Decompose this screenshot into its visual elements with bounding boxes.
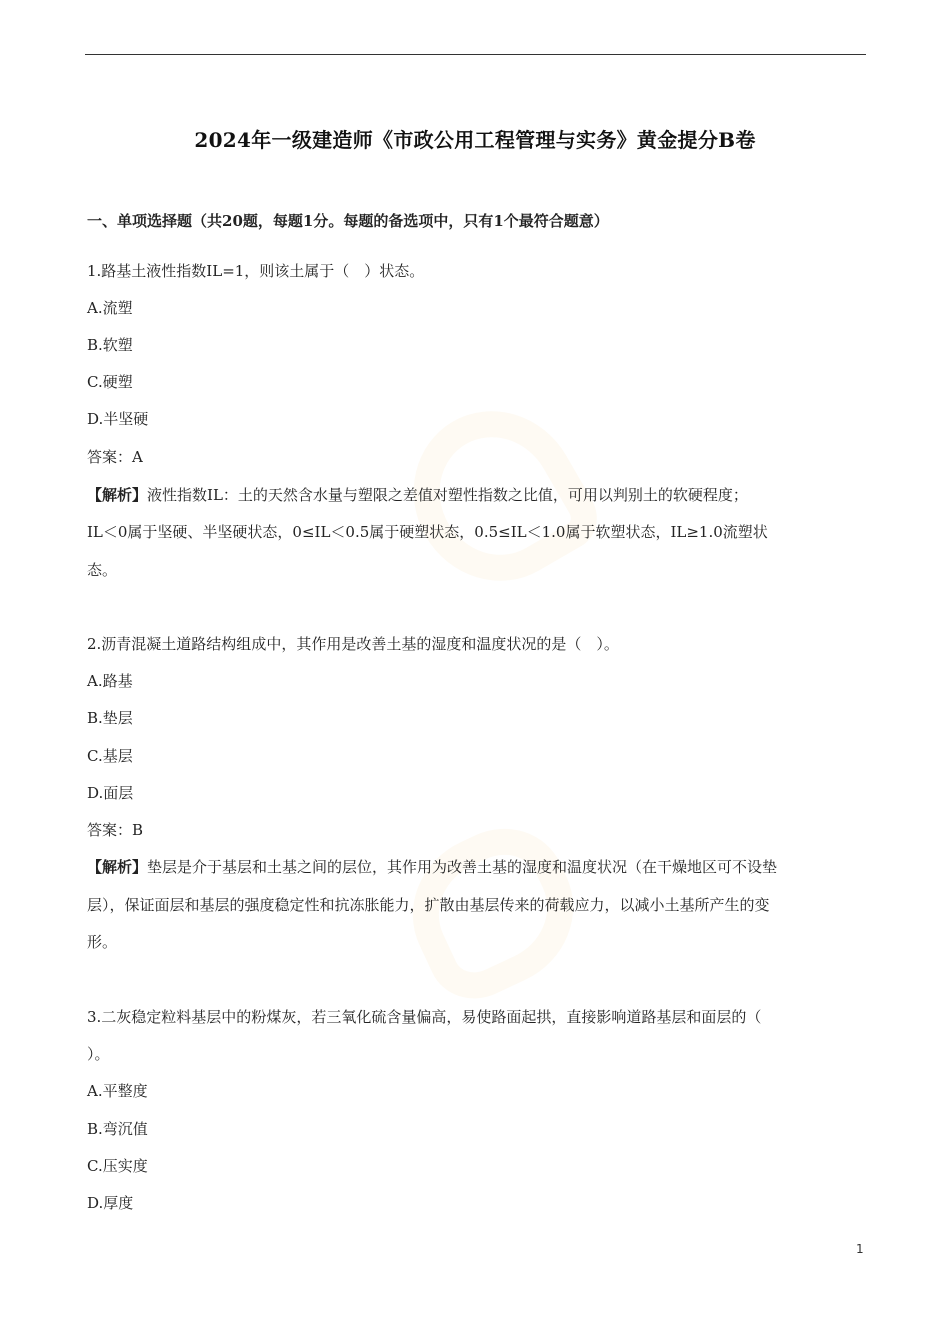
- analysis-text: IL＜0属于坚硬、半坚硬状态，0≤IL＜0.5属于硬塑状态，0.5≤IL＜1.0属于软塑状态，IL≥1.0流塑状: [87, 523, 768, 541]
- option-b: B.弯沉值: [87, 1120, 148, 1138]
- document-title: 2024年一级建造师《市政公用工程管理与实务》黄金提分B卷: [194, 128, 756, 152]
- analysis-label: 【解析】: [87, 486, 148, 504]
- question-stem: 2.沥青混凝土道路结构组成中，其作用是改善土基的湿度和温度状况的是（ ）。: [87, 635, 619, 653]
- question-stem: 3.二灰稳定粒料基层中的粉煤灰，若三氧化硫含量偏高，易使路面起拱，直接影响道路基层和面层的（: [87, 1008, 762, 1026]
- answer: 答案：A: [87, 448, 143, 466]
- option-a: A.路基: [87, 672, 133, 690]
- question-stem: ）。: [87, 1045, 110, 1063]
- option-b: B.垫层: [87, 709, 133, 727]
- option-a: A.流塑: [87, 299, 133, 317]
- option-a: A.平整度: [87, 1082, 148, 1100]
- analysis-label: 【解析】: [87, 858, 148, 876]
- analysis-text: 层），保证面层和基层的强度稳定性和抗冻胀能力，扩散由基层传来的荷载应力，以减小土基所产生的变: [87, 896, 770, 914]
- option-d: D.厚度: [87, 1194, 134, 1212]
- page-number: 1: [856, 1242, 864, 1256]
- option-d: D.面层: [87, 784, 134, 802]
- option-c: C.基层: [87, 747, 133, 765]
- option-c: C.压实度: [87, 1157, 148, 1175]
- section-heading: 一、单项选择题（共20题，每题1分。每题的备选项中，只有1个最符合题意）: [87, 212, 609, 230]
- option-c: C.硬塑: [87, 373, 133, 391]
- option-b: B.软塑: [87, 336, 133, 354]
- header-rule: [85, 54, 866, 55]
- option-d: D.半坚硬: [87, 410, 149, 428]
- analysis-text: 液性指数IL：土的天然含水量与塑限之差值对塑性指数之比值，可用以判别土的软硬程度；: [147, 486, 748, 504]
- analysis-text: 态。: [87, 561, 118, 579]
- analysis: [87, 857, 777, 877]
- analysis-text: 形。: [87, 933, 118, 951]
- question-stem: 1.路基土液性指数IL=1，则该土属于（ ）状态。: [87, 262, 425, 280]
- analysis-text: 垫层是介于基层和土基之间的层位，其作用为改善土基的湿度和温度状况（在干燥地区可不设垫: [147, 858, 778, 876]
- analysis: [87, 485, 748, 505]
- answer: 答案：B: [87, 821, 144, 839]
